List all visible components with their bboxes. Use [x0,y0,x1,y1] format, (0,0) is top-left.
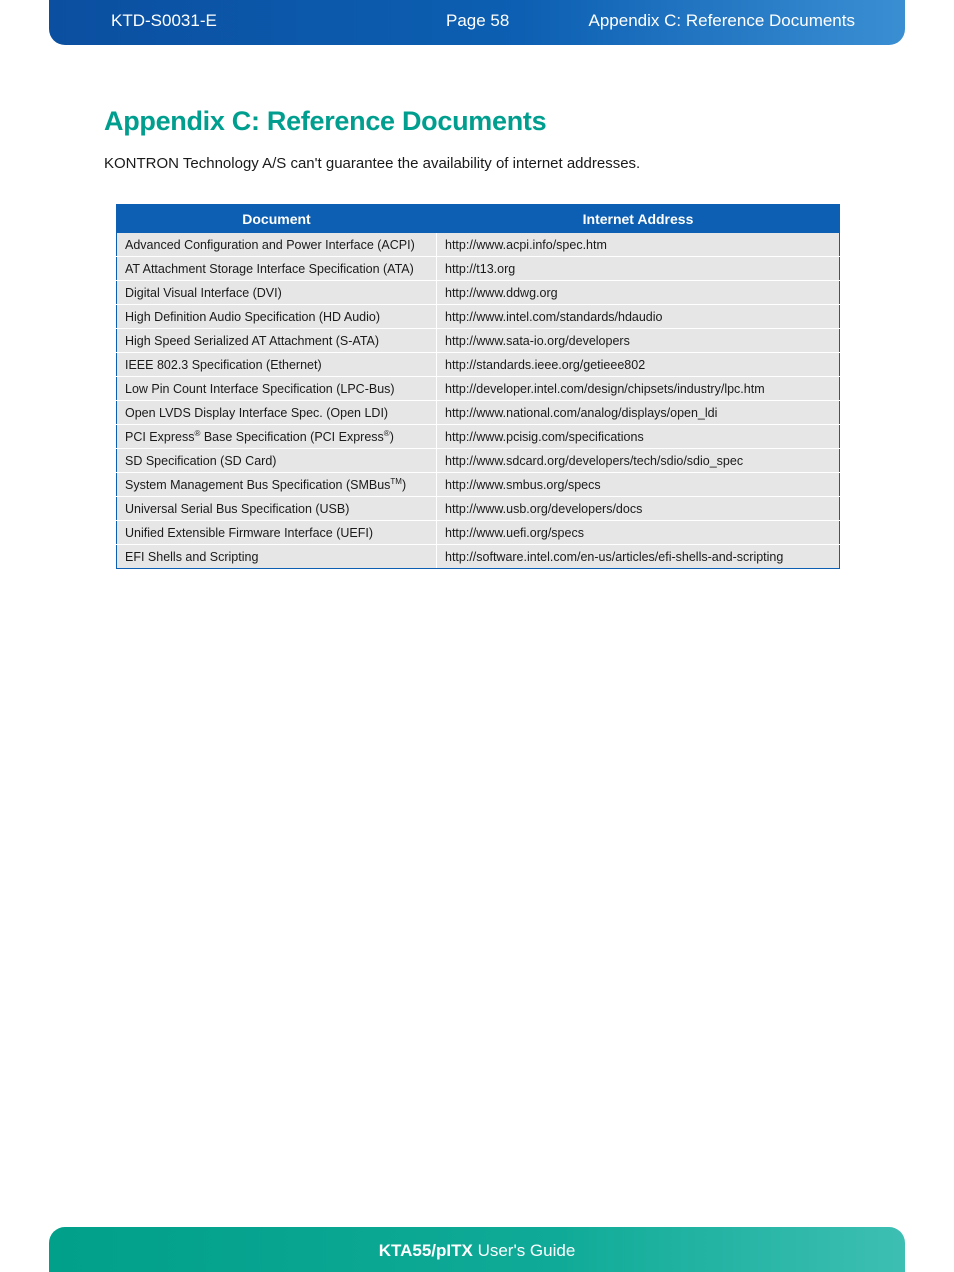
header-page-number: Page 58 [446,11,510,30]
document-name-cell: Open LVDS Display Interface Spec. (Open LDI) [117,401,437,425]
internet-address-cell: http://t13.org [437,257,840,281]
header-section-title: Appendix C: Reference Documents [588,11,855,30]
document-name-cell: High Speed Serialized AT Attachment (S-ATA) [117,329,437,353]
table-row [117,521,840,545]
internet-address-cell: http://www.usb.org/developers/docs [437,497,840,521]
table-row [117,377,840,401]
footer-product-name: KTA55/pITX [378,1241,473,1260]
document-name-text: ) [401,478,407,493]
table-body [117,233,840,569]
internet-address-cell: http://www.smbus.org/specs [437,473,840,497]
document-name-cell [117,473,437,497]
reference-documents-table [116,204,840,569]
document-name-text: System Management Bus Specification (SMBus [125,478,391,493]
table-header-row [117,205,840,233]
page-footer [49,1227,905,1272]
internet-address-cell: http://developer.intel.com/design/chipsets/industry/lpc.htm [437,377,840,401]
document-name-cell: Digital Visual Interface (DVI) [117,281,437,305]
table-row [117,353,840,377]
table-row [117,473,840,497]
document-name-cell: AT Attachment Storage Interface Specification (ATA) [117,257,437,281]
table-row [117,305,840,329]
document-name-cell: Universal Serial Bus Specification (USB) [117,497,437,521]
footer-title [49,1241,905,1261]
document-name-cell: EFI Shells and Scripting [117,545,437,569]
internet-address-cell: http://standards.ieee.org/getieee802 [437,353,840,377]
internet-address-cell: http://www.acpi.info/spec.htm [437,233,840,257]
table-row [117,449,840,473]
internet-address-cell: http://www.national.com/analog/displays/open_ldi [437,401,840,425]
trademark-mark: ® [383,428,390,438]
page-title: Appendix C: Reference Documents [104,106,547,136]
header-doc-id: KTD-S0031-E [111,11,217,30]
column-header-internet-address: Internet Address [437,205,840,233]
trademark-mark: TM [390,476,402,486]
table-row [117,401,840,425]
document-name-text: Base Specification (PCI Express [200,430,384,445]
table-row [117,257,840,281]
table-row [117,233,840,257]
document-name-cell: Low Pin Count Interface Specification (LPC-Bus) [117,377,437,401]
internet-address-cell: http://www.pcisig.com/specifications [437,425,840,449]
document-name-cell: Unified Extensible Firmware Interface (UEFI) [117,521,437,545]
internet-address-cell: http://www.uefi.org/specs [437,521,840,545]
table-row [117,329,840,353]
table-row [117,497,840,521]
trademark-mark: ® [194,428,201,438]
table-row [117,545,840,569]
document-name-text: PCI Express [125,430,195,445]
table-row [117,425,840,449]
internet-address-cell: http://www.sdcard.org/developers/tech/sdio/sdio_spec [437,449,840,473]
document-name-cell: High Definition Audio Specification (HD Audio) [117,305,437,329]
document-name-cell: IEEE 802.3 Specification (Ethernet) [117,353,437,377]
internet-address-cell: http://www.intel.com/standards/hdaudio [437,305,840,329]
footer-guide-label: User's Guide [472,1241,576,1260]
intro-paragraph: KONTRON Technology A/S can't guarantee the availability of internet addresses. [104,155,641,172]
table-row [117,281,840,305]
internet-address-cell: http://software.intel.com/en-us/articles/efi-shells-and-scripting [437,545,840,569]
page-header [49,0,905,45]
document-name-cell [117,425,437,449]
document-name-text: ) [389,430,394,445]
document-name-cell: SD Specification (SD Card) [117,449,437,473]
internet-address-cell: http://www.sata-io.org/developers [437,329,840,353]
internet-address-cell: http://www.ddwg.org [437,281,840,305]
column-header-document: Document [117,205,437,233]
document-name-cell: Advanced Configuration and Power Interface (ACPI) [117,233,437,257]
